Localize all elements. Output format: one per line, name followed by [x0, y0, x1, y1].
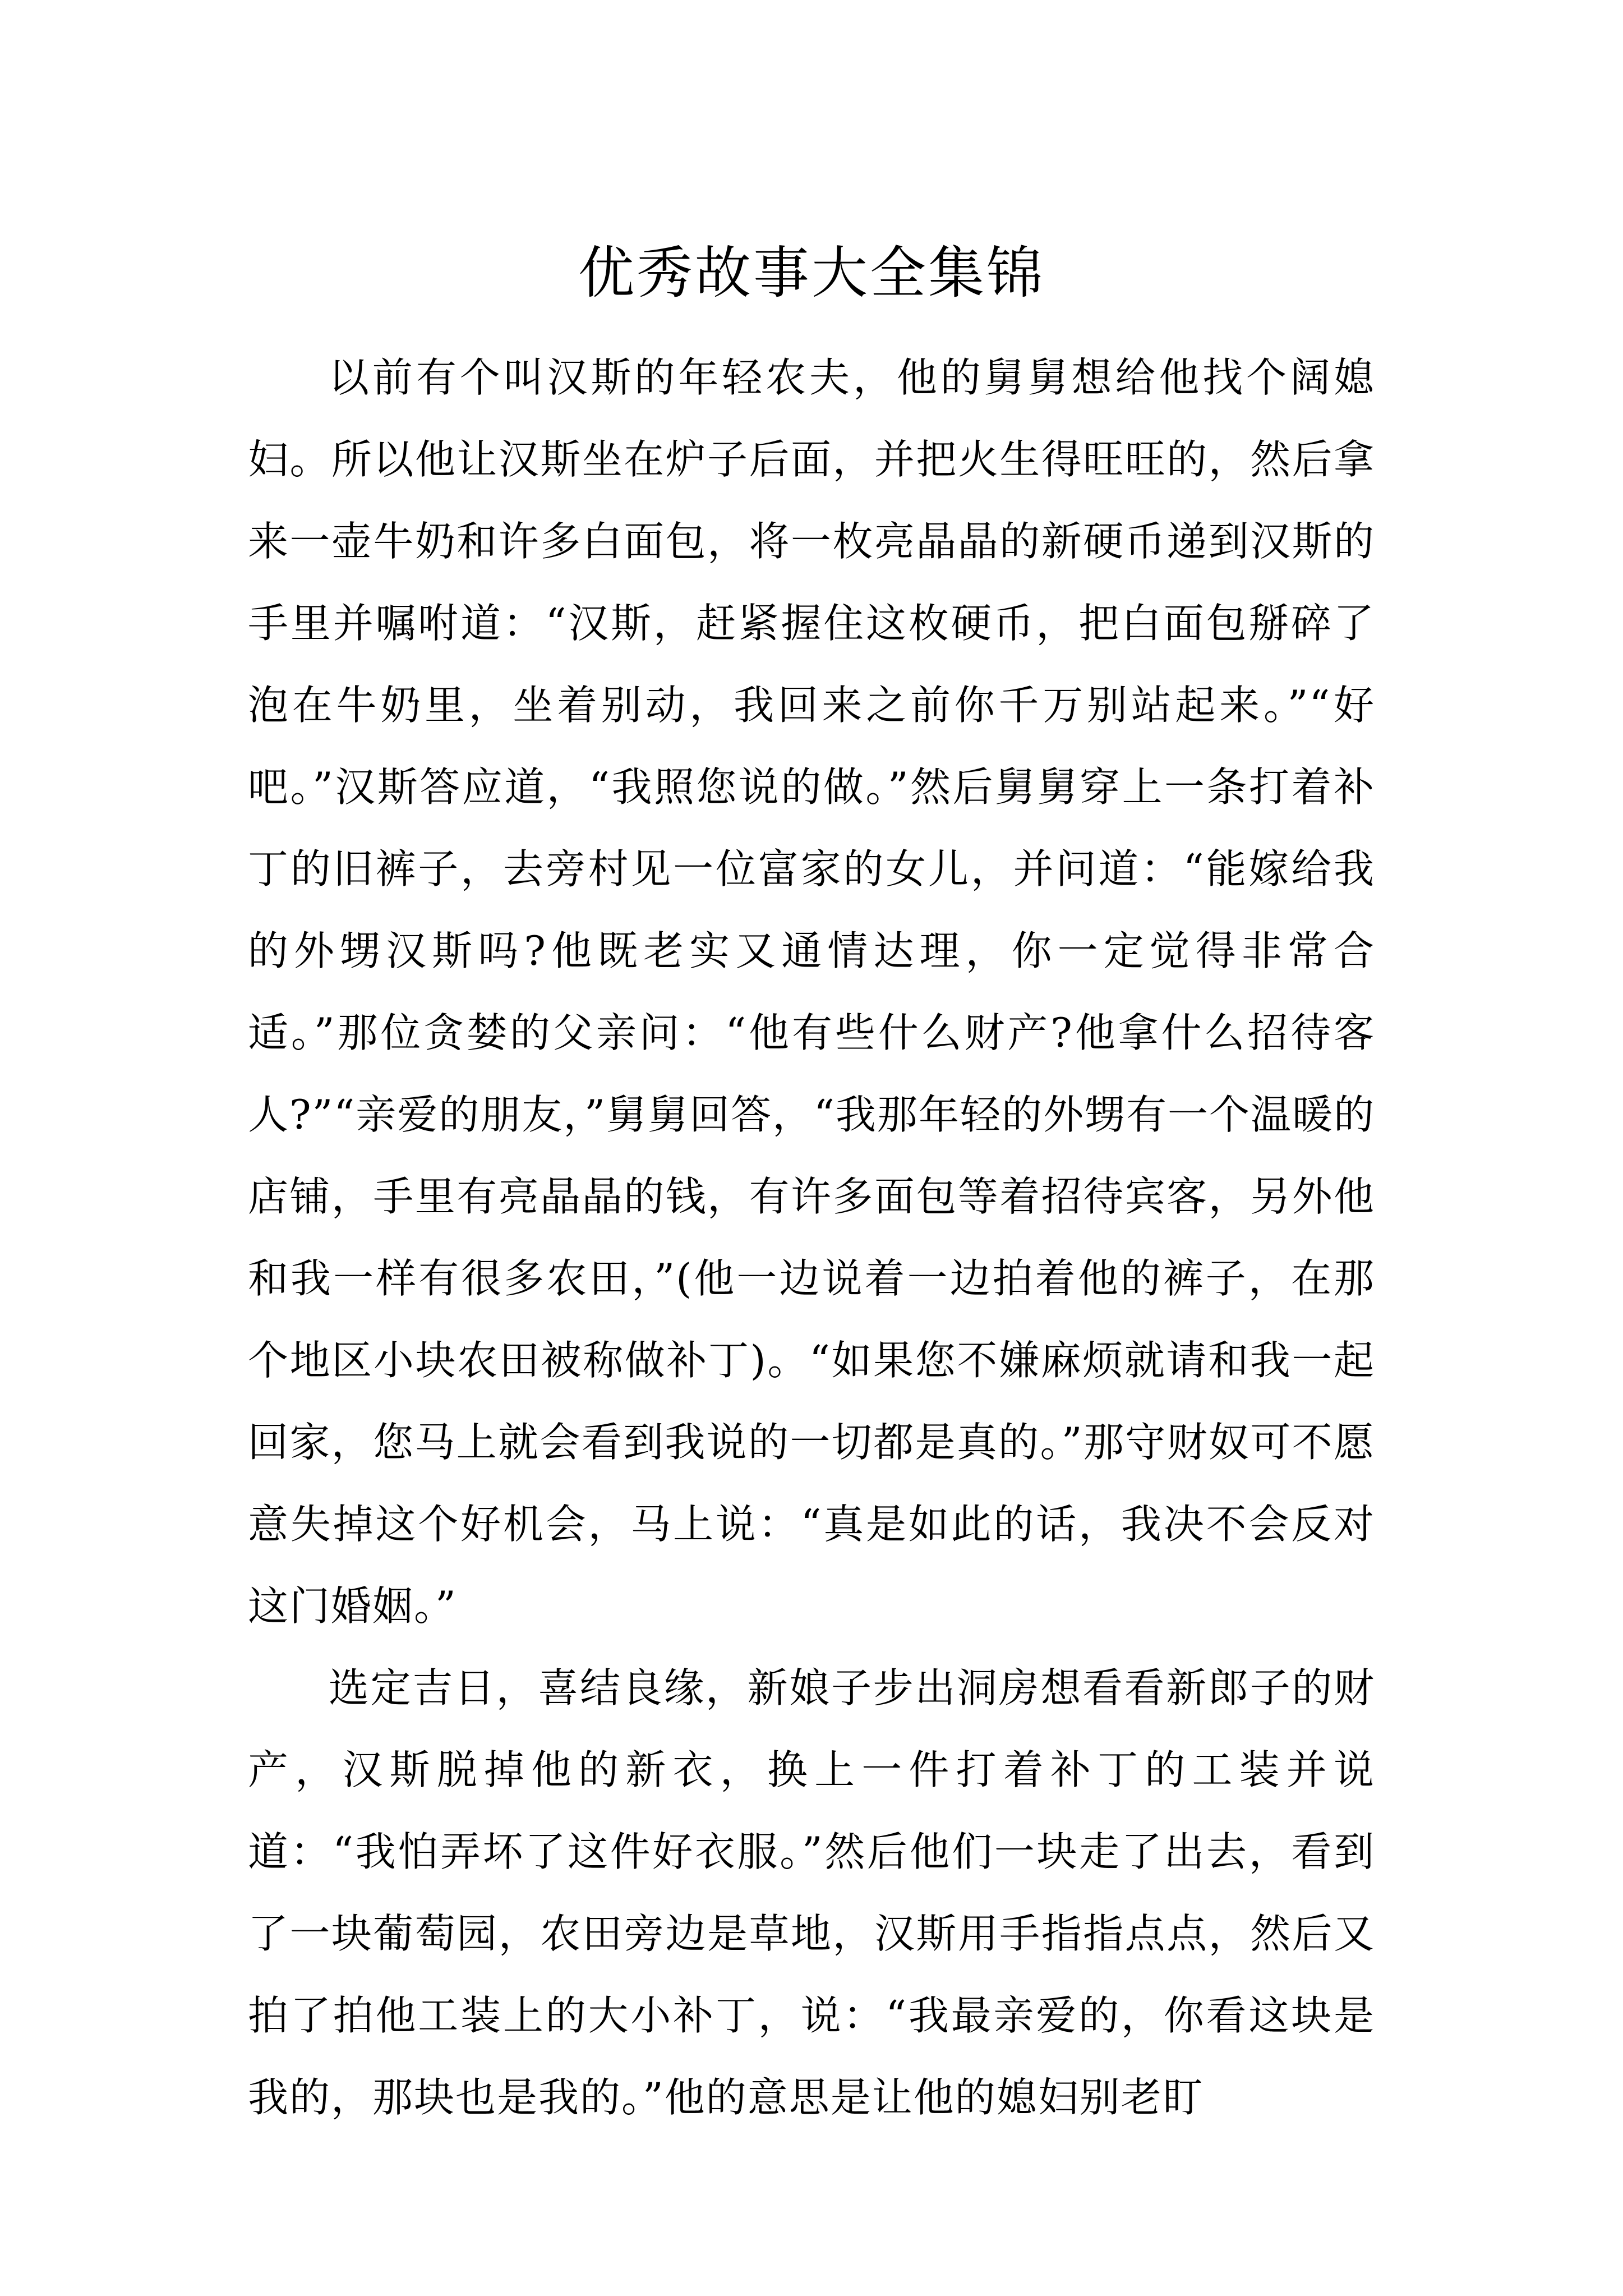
paragraph: 以前有个叫汉斯的年轻农夫，他的舅舅想给他找个阔媳妇。所以他让汉斯坐在炉子后面，并把火生得旺旺的，然后拿来一壶牛奶和许多白面包，将一枚亮晶晶的新硬币递到汉斯的手里并嘱咐道：“汉斯，赶紧握住这枚硬币，把白面包掰碎了泡在牛奶里，坐着别动，我回来之前你千万别站起来。”“好吧。”汉斯答应道，“我照您说的做。”然后舅舅穿上一条打着补丁的旧裤子，去旁村见一位富家的女儿，并问道：“能嫁给我的外甥汉斯吗?他既老实又通情达理，你一定觉得非常合适。”那位贪婪的父亲问：“他有些什么财产?他拿什么招待客人?”“亲爱的朋友，”舅舅回答，“我那年轻的外甥有一个温暖的店铺，手里有亮晶晶的钱，有许多面包等着招待宾客，另外他和我一样有很多农田，”(他一边说着一边拍着他的裤子，在那个地区小块农田被称做补丁)。“如果您不嫌麻烦就请和我一起回家，您马上就会看到我说的一切都是真的。”那守财奴可不愿意失掉这个好机会，马上说：“真是如此的话，我决不会反对这门婚姻。”: [248, 354, 1375, 1630]
paragraph: 选定吉日，喜结良缘，新娘子步出洞房想看看新郎子的财产，汉斯脱掉他的新衣，换上一件打着补丁的工装并说道：“我怕弄坏了这件好衣服。”然后他们一块走了出去，看到了一块葡萄园，农田旁边是草地，汉斯用手指指点点，然后又拍了拍他工装上的大小补丁，说：“我最亲爱的，你看这块是我的，那块也是我的。”他的意思是让他的媳妇别老盯: [248, 1664, 1375, 2121]
document-body: [248, 337, 1375, 2138]
document-title: 优秀故事大全集锦: [578, 240, 1045, 306]
